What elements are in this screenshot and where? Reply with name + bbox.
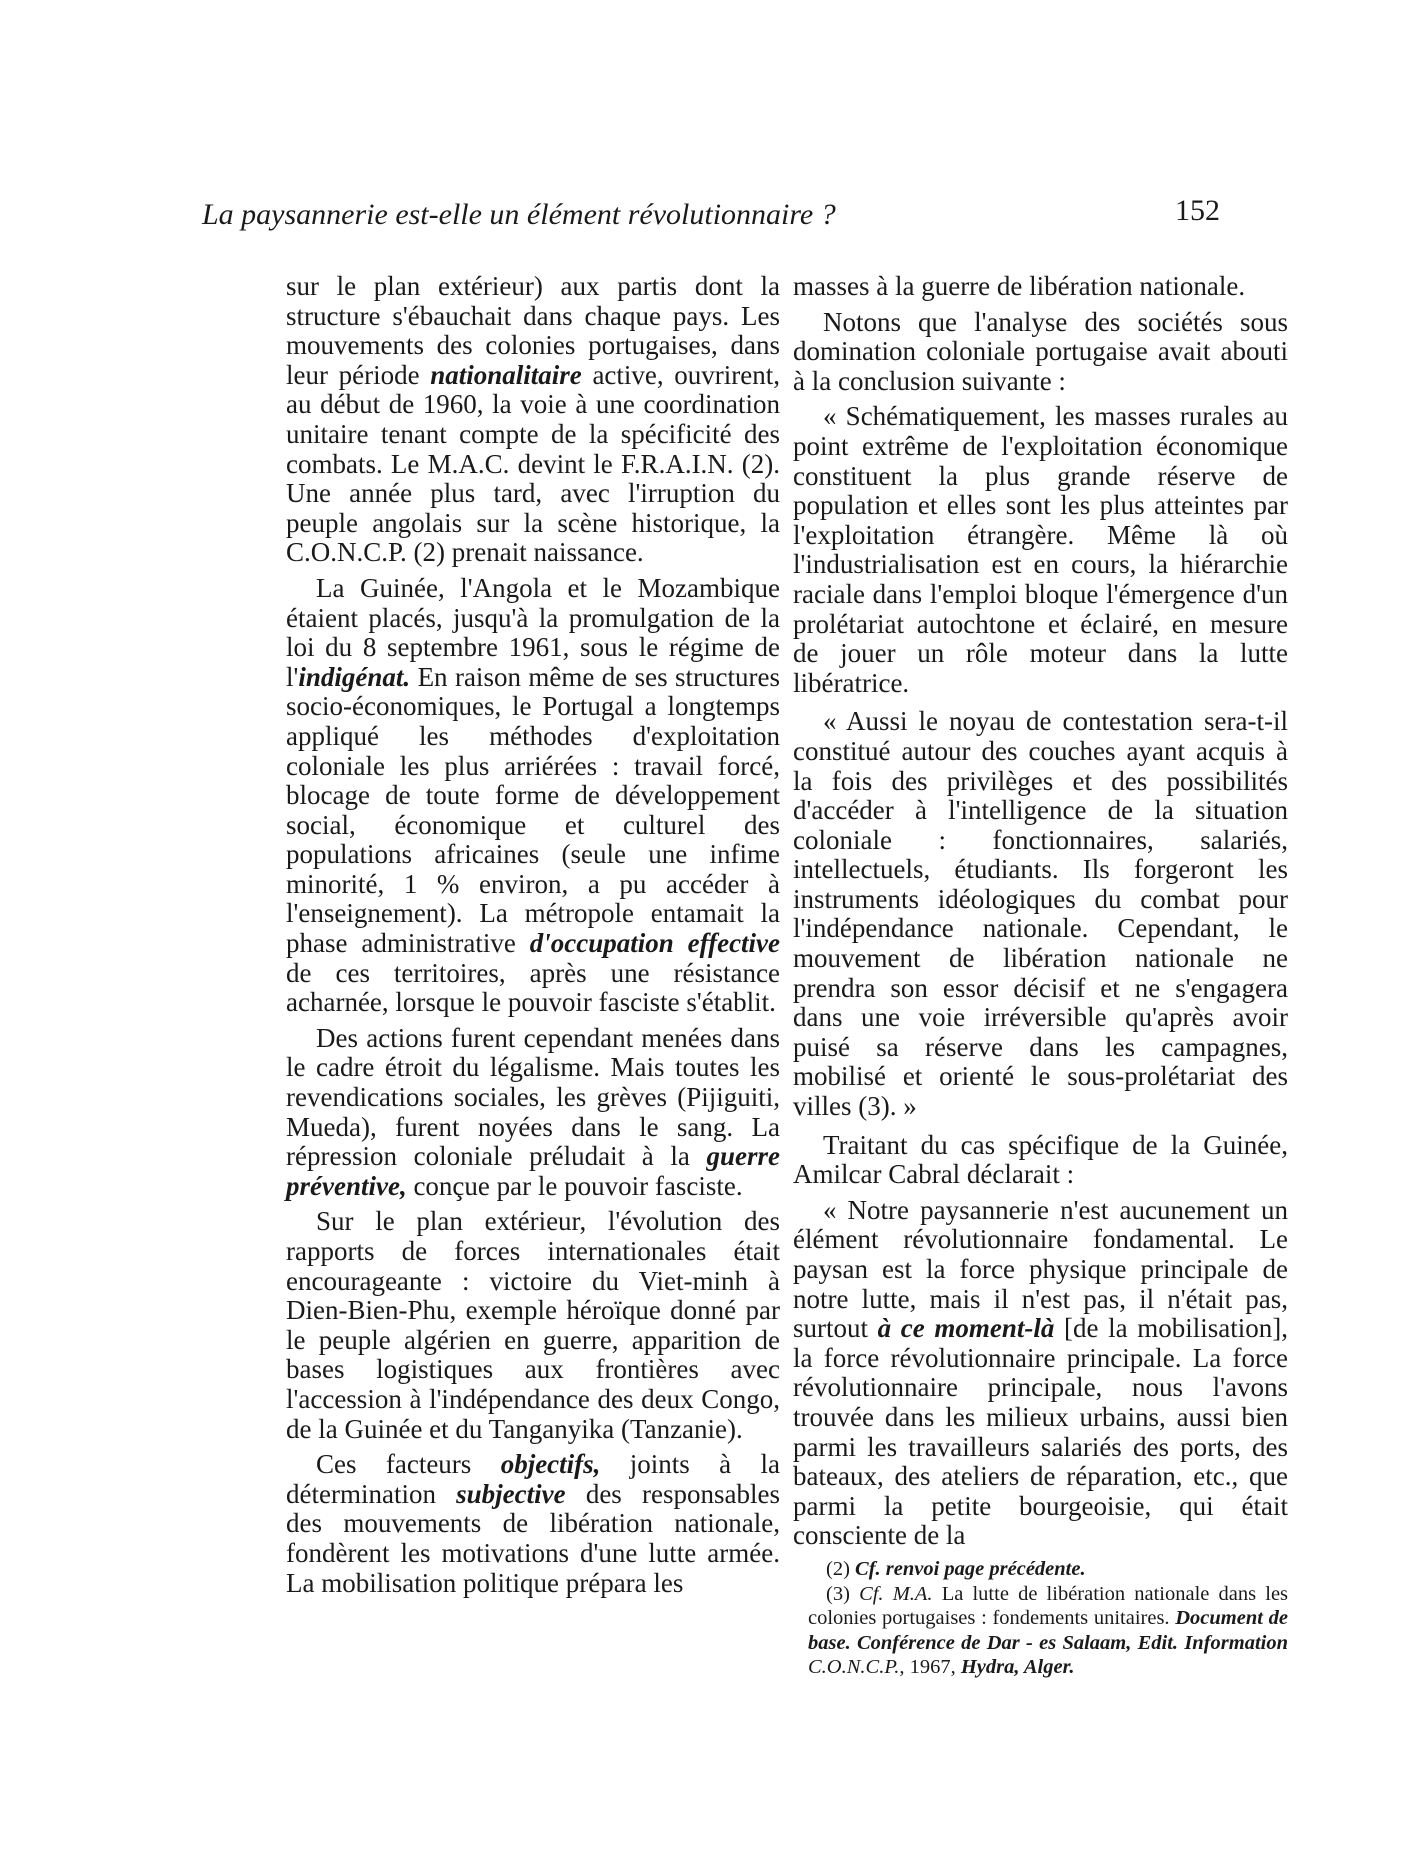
footnote-2 bbox=[808, 1557, 1288, 1582]
quotation: « Schématiquement, les masses rurales au point extrême de l'exploitation économique constituent la plus grande réserve de population et elles sont les plus atteintes par l'exploitation étrangère. Même là où l'industrialisation est en cours, la hiérarchie raciale dans l'emploi bloque l'émergence d'un prolétariat autochtone et éclairé, en mesure de jouer un rôle moteur dans la lutte libératrice. bbox=[793, 401, 1288, 698]
emphasis: d'occupation effective bbox=[529, 928, 781, 959]
paragraph bbox=[286, 272, 780, 568]
paragraph: Notons que l'analyse des sociétés sous domination coloniale portugaise avait abouti à la conclusion suivante : bbox=[793, 306, 1288, 396]
paragraph: Sur le plan extérieur, l'évolution des rapports de forces internationales était encourageante : victoire du Viet-minh à Dien-Bien-Phu, exemple héroïque donné par le peuple algérien en guerre, apparition de bases logistiques aux frontières avec l'accession à l'indépendance des deux Congo, de la Guinée et du Tanganyika (Tanzanie). bbox=[286, 1206, 780, 1444]
text: conçue par le pouvoir fasciste. bbox=[413, 1170, 743, 1201]
running-header bbox=[202, 194, 1220, 242]
emphasis: subjective bbox=[456, 1478, 566, 1509]
left-column bbox=[286, 272, 780, 1604]
text: « Notre paysannerie n'est aucunement un élément révolutionnaire fondamental. Le paysan est la force physique principale de notre lutte, mais il n'est pas, il n'était pas, surtout bbox=[793, 1194, 1288, 1344]
footnotes bbox=[808, 1557, 1288, 1680]
quotation bbox=[793, 1196, 1288, 1551]
text: sur le plan extérieur) aux partis dont la structure s'ébauchait dans chaque pays. Les mouvements des colonies portugaises, dans leur période bbox=[286, 271, 780, 390]
text: joints à la détermination bbox=[286, 1449, 781, 1509]
text: En raison même de ses structures socio-économiques, le Portugal a longtemps appliqué les méthodes d'exploitation coloniale les plus arriérées : travail forcé, blocage de toute forme de développement social, économique et culturel des populations africaines (seule une infime minorité, 1 % environ, a pu accéder à l'enseignement). La métropole entamait la phase administrative bbox=[286, 661, 780, 959]
footnote-text: Cf. renvoi page précédente. bbox=[855, 1558, 1086, 1580]
paragraph: masses à la guerre de libération nationale. bbox=[793, 271, 1246, 301]
footnote-text: La lutte de libération nationale dans les colonies portugaises : fondements unitaires. bbox=[808, 1582, 1289, 1629]
paragraph bbox=[286, 1450, 780, 1598]
emphasis: guerre préventive, bbox=[286, 1141, 781, 1201]
emphasis: nationalitaire bbox=[430, 359, 582, 390]
right-column bbox=[793, 272, 1288, 1560]
footnote-year: 1967, bbox=[909, 1656, 956, 1678]
footnote-number: (2) bbox=[826, 1558, 850, 1580]
paragraph bbox=[286, 574, 780, 1018]
footnote-cf: Cf. M.A. bbox=[859, 1582, 933, 1605]
quotation: « Aussi le noyau de contestation sera-t-il constitué autour des couches ayant acquis à la fois des privilèges et des possibilités d'accéder à l'intelligence de la situation coloniale : fonctionnaires, salariés, intellectuels, étudiants. Ils forgeront les instruments idéologiques du combat pour l'indépendance nationale. Cependant, le mouvement de libération nationale ne prendra son essor décisif et ne s'engagera dans une voie irréversible qu'après avoir puisé sa réserve dans les campagnes, mobilisé et orienté le sous-prolétariat des villes (3). » bbox=[793, 706, 1288, 1122]
text: La Guinée, l'Angola et le Mozambique étaient placés, jusqu'à la promulgation de la loi du 8 septembre 1961, sous le régime de l' bbox=[286, 572, 780, 692]
paragraph bbox=[286, 1024, 780, 1202]
footnote-place: Hydra, Alger. bbox=[960, 1656, 1075, 1678]
text: Ces facteurs bbox=[316, 1449, 472, 1480]
footnote-number: (3) bbox=[826, 1582, 850, 1605]
page-number: 152 bbox=[1175, 194, 1220, 227]
text: active, ouvrirent, au début de 1960, la voie à une coordination unitaire tenant compte de la spécificité des combats. Le M.A.C. devint le F.R.A.I.N. (2). Une année plus tard, avec l'irruption du peuple angolais sur la scène historique, la C.O.N.C.P. (2) prenait naissance. bbox=[286, 359, 781, 568]
emphasis: indigénat. bbox=[298, 661, 411, 692]
text: de ces territoires, après une résistance acharnée, lorsque le pouvoir fasciste s'établit. bbox=[286, 957, 780, 1018]
text: des responsables des mouvements de libération nationale, fondèrent les motivations d'une lutte armée. La mobilisation politique prépara les bbox=[286, 1478, 780, 1598]
emphasis: objectifs, bbox=[500, 1449, 601, 1480]
footnote-org: C.O.N.C.P., bbox=[808, 1656, 905, 1678]
emphasis: à ce moment-là bbox=[877, 1313, 1055, 1344]
footnote-3 bbox=[808, 1582, 1288, 1680]
running-title: La paysannerie est-elle un élément révolutionnaire ? bbox=[202, 198, 836, 231]
text: [de la mobilisation], la force révolutionnaire principale. La force révolutionnaire principale, nous l'avons trouvée dans les milieux urbains, aussi bien parmi les travailleurs salariés des ports, des bateaux, des ateliers de réparation, etc., que parmi la petite bourgeoisie, qui était consciente de la bbox=[793, 1313, 1289, 1551]
paragraph: Traitant du cas spécifique de la Guinée, Amilcar Cabral déclarait : bbox=[793, 1129, 1288, 1190]
text: Des actions furent cependant menées dans le cadre étroit du légalisme. Mais toutes les revendications sociales, les grèves (Pijiguiti, Mueda), furent noyées dans le sang. La répression coloniale préludait à la bbox=[286, 1022, 780, 1172]
footnote-reference: Document de base. Conférence de Dar - es Salaam, Edit. Information bbox=[808, 1607, 1288, 1654]
